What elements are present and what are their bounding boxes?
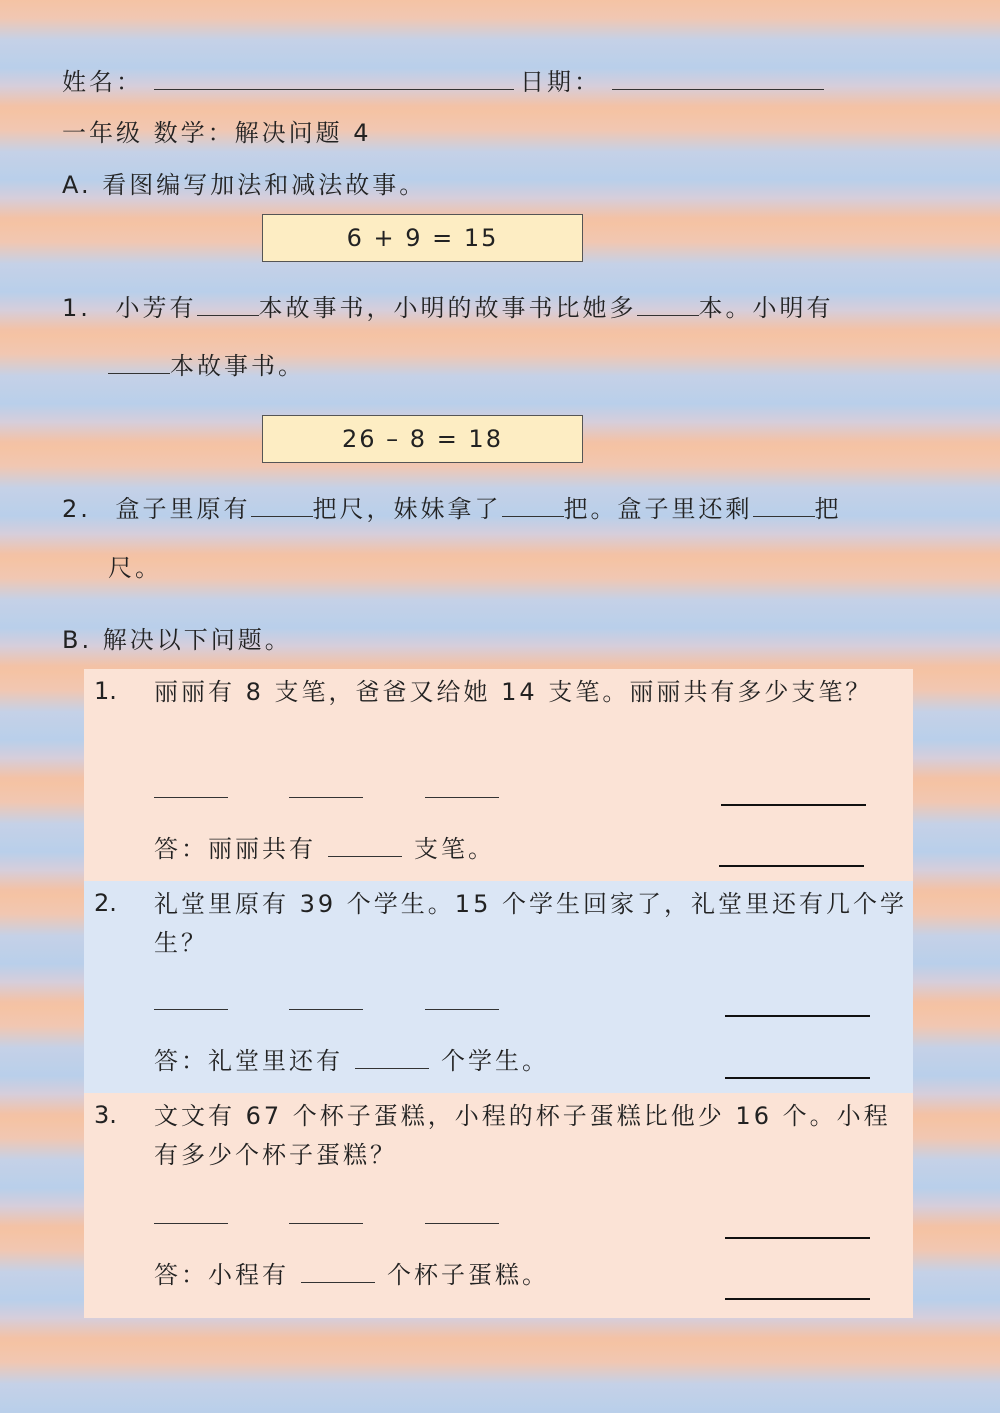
problem-1-answer: 答：丽丽共有 支笔。 (154, 835, 495, 863)
problem-1-answer-blank[interactable] (328, 834, 402, 857)
problem-2-question: 礼堂里原有 39 个学生。15 个学生回家了，礼堂里还有几个学生？ (154, 890, 907, 957)
problem-1-work-blank-1[interactable] (154, 797, 228, 798)
problem-2-work-blank-2[interactable] (289, 1009, 363, 1010)
problem-1-work-blank-2[interactable] (289, 797, 363, 798)
equation-box-2: 26 – 8 = 18 (262, 415, 583, 463)
story-1-blank-2[interactable] (637, 293, 699, 316)
story-2-blank-2[interactable] (502, 494, 564, 517)
problem-3-equation-line[interactable] (725, 1237, 870, 1239)
problem-3-work-blank-2[interactable] (289, 1223, 363, 1224)
problem-3-answer-blank[interactable] (301, 1260, 375, 1283)
name-row (62, 62, 514, 97)
story-2-blank-3[interactable] (753, 494, 815, 517)
date-field[interactable] (612, 67, 824, 90)
name-field[interactable] (154, 67, 514, 90)
problem-3 (84, 1093, 913, 1318)
story-2-line-2: 尺。 (108, 554, 162, 582)
problem-2-number: 2. (94, 889, 117, 917)
problem-2-work-blank-1[interactable] (154, 1009, 228, 1010)
section-a-heading: A. 看图编写加法和减法故事。 (62, 171, 427, 199)
problem-1 (84, 669, 913, 881)
story-2-blank-1[interactable] (251, 494, 313, 517)
problem-2 (84, 881, 913, 1093)
section-b-heading: B. 解决以下问题。 (62, 626, 292, 654)
problem-2-answer: 答：礼堂里还有 个学生。 (154, 1047, 549, 1075)
equation-box-1: 6 + 9 = 15 (262, 214, 583, 262)
date-label: 日期： (520, 68, 601, 96)
problem-2-work-blank-3[interactable] (425, 1009, 499, 1010)
problem-3-question: 文文有 67 个杯子蛋糕，小程的杯子蛋糕比他少 16 个。小程有多少个杯子蛋糕？ (154, 1102, 891, 1169)
worksheet-subtitle: 一年级 数学：解决问题 4 (62, 119, 372, 147)
date-row (520, 62, 824, 97)
story-1-blank-1[interactable] (197, 293, 259, 316)
story-1-number: 1. (62, 294, 91, 322)
problem-2-equation-line[interactable] (725, 1015, 870, 1017)
story-2-number: 2. (62, 495, 91, 523)
name-label: 姓名： (62, 68, 143, 96)
problem-1-work-blank-3[interactable] (425, 797, 499, 798)
problem-1-answer-line[interactable] (719, 865, 864, 867)
story-1-line-2: 本故事书。 (108, 346, 305, 381)
problem-3-answer-line[interactable] (725, 1298, 870, 1300)
story-1-blank-3[interactable] (108, 351, 170, 374)
story-2-line-1: 2. 盒子里原有 把尺，妹妹拿了 把。盒子里还剩 把 (62, 495, 842, 523)
problem-3-work-blank-1[interactable] (154, 1223, 228, 1224)
problem-3-number: 3. (94, 1101, 117, 1129)
problem-3-answer: 答：小程有 个杯子蛋糕。 (154, 1261, 549, 1289)
problem-2-answer-blank[interactable] (355, 1046, 429, 1069)
story-1-line-1: 1. 小芳有 本故事书，小明的故事书比她多 本。小明有 (62, 294, 834, 322)
problem-3-work-blank-3[interactable] (425, 1223, 499, 1224)
problem-1-question: 丽丽有 8 支笔，爸爸又给她 14 支笔。丽丽共有多少支笔？ (154, 678, 873, 706)
problem-1-equation-line[interactable] (721, 804, 866, 806)
problem-1-number: 1. (94, 677, 117, 705)
problem-2-answer-line[interactable] (725, 1077, 870, 1079)
